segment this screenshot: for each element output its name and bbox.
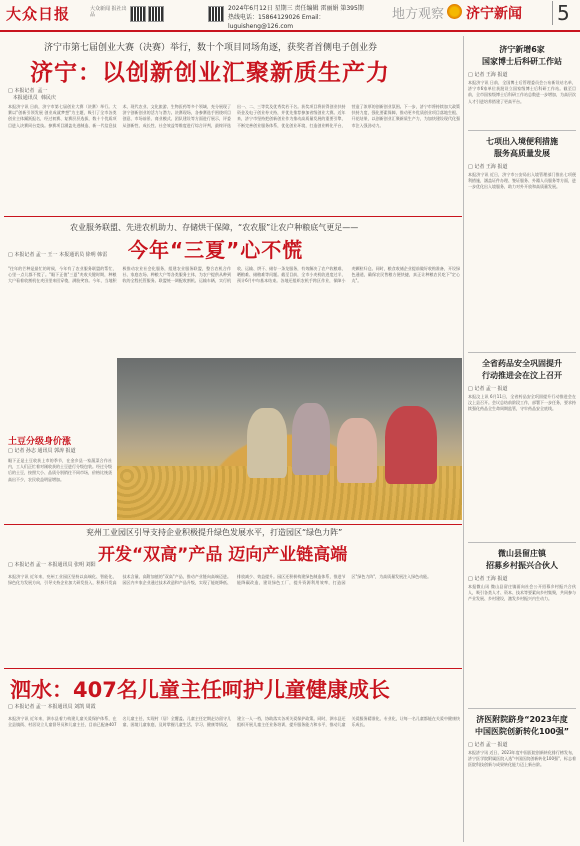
sishui-headline: 泗水：407名儿童主任呵护儿童健康成长 [10, 678, 390, 702]
harvest-photo [117, 358, 462, 520]
sishui-byline: □ 本报记者 孟一 本报通讯员 刘凯 周霞 [8, 704, 96, 710]
sun-logo-icon [447, 4, 462, 19]
brief-headline: 微山县留庄镇 招募乡村振兴合伙人 [486, 549, 558, 570]
section-title-grey: 地方观察 [392, 7, 445, 22]
potato-caption: 土豆分级身价涨 [8, 437, 72, 447]
qr-code-icon [208, 6, 224, 22]
qr-code-icon [148, 6, 164, 22]
page-number: 5 [552, 1, 570, 25]
worker-figure [385, 406, 437, 484]
logo-subtitle: 大众新闻 报社出品 [90, 6, 127, 18]
worker-figure [247, 408, 287, 478]
brief-body: 本报济宁讯 近日，济宁市公安局出入境管理部门推出七项便利措施，涵盖证件办理、签证服务、外籍人员服务等方面，进一步优化出入境服务，助力对外开放和高质量发展。 [468, 172, 576, 190]
potato-body: 眼下正是土豆收获上市的季节，在金乡县一家蔬菜合作社内，工人们正忙着对刚收获的土豆进行分级包装。经过分级后的土豆，按照大小、品质分别销往不同市场，价格比统货高出不少，农民收益明显增加。 [8, 458, 112, 482]
brief-byline: □ 记者 孟一 报道 [468, 742, 508, 748]
industry-kicker: 兖州工业园区引导支持企业积极提升绿色发展水平，打造园区“绿色力阵” [86, 528, 343, 537]
lead-byline: □ 本报记者 孟一 本报通讯员 韩民庆 [8, 88, 56, 101]
brief-byline: □ 记者 王海 报道 [468, 72, 508, 78]
brief-body: 本报济宁讯 近日，2023年度中国医院创新转化排行榜发布，济宁医学院附属医院入选"中国医院创新转化100强"，标志着医院科技创新与成果转化能力迈上新台阶。 [468, 750, 576, 768]
industry-byline: □ 本报记者 孟一 本报通讯员 张明 刘阳 [8, 562, 96, 568]
worker-figure [337, 418, 377, 483]
harvest-byline: □ 本报记者 孟一 王一 本报通讯员 徐明 韩雷 [8, 252, 108, 258]
lead-headline: 济宁：以创新创业汇聚新质生产力 [30, 60, 390, 86]
newspaper-logo: 大众日报 [6, 5, 71, 23]
contact-line: 热线电话：15864129026 Email：luguisheng@126.com [228, 14, 325, 30]
brief-divider [468, 542, 576, 543]
brief-divider [468, 708, 576, 709]
brief-headline: 七项出入境便利措施 服务高质量发展 [486, 137, 558, 158]
brief-byline: □ 记者 王海 报道 [468, 576, 508, 582]
issue-info [228, 4, 388, 31]
industry-body: 本报济宁讯 近年来，兖州工业园区坚持以高端化、智能化、绿色化为发展方向，引导支持企业加大研发投入，积极开发高技术含量、高附加值的"双高"产品，推动产业链向高端迈进。园区内多家企业通过技术改造和产品升级，实现了能耗降低、排放减少、效益提升。园区还积极构建绿色制造体系，推进节能降碳改造，建设绿色工厂，提升资源利用效率，打造园区"绿色力阵"，为高质量发展注入绿色动能。 [8, 574, 432, 586]
brief-divider [468, 130, 576, 131]
column-rule [463, 36, 464, 842]
brief-divider [468, 352, 576, 353]
brief-body: 本报济宁讯 日前，全国博士后管理委员会公布新设站名单，济宁市6家单位获批设立国家级博士后科研工作站。截至目前，全市国家级博士后科研工作站总数进一步增加，为高层次人才引进培养搭建了更高平台。 [468, 80, 576, 104]
date-line: 2024年6月12日 星期三 责任编辑 雷丽娟 第395期 [228, 5, 364, 12]
masthead [0, 0, 580, 32]
harvest-kicker: 农业服务联盟、先进农机助力、存储烘干保障，“农农服”让农户种粮底气更足—— [70, 223, 359, 232]
brief-byline: □ 记者 孟一 报道 [468, 386, 508, 392]
brief-headline: 全省药品安全巩固提升 行动推进会在汶上召开 [482, 359, 562, 380]
lead-body: 本报济宁讯 日前，济宁市第七届创业大赛（决赛）举行。大赛以"创新引领发展 创业成就梦想"为主题，吸引了全市各类创业主体踊跃报名，经过初赛、复赛层层选拔，数十个优质项目进入决赛同台竞技。参赛项目涵盖先进制造、新一代信息技术、现代农业、文化旅游、生物医药等多个领域，充分展现了济宁创新创业的活力与潜力。决赛现场，各参赛选手围绕项目创意、市场前景、商业模式、团队建设等方面进行展示，评委从创新性、成长性、社会效益等维度进行综合评判，最终评选出一、二、三等奖及优秀奖若干名。获奖项目将获得创业扶持资金及电子创业券支持，并优先推荐参加省级创业大赛。近年来，济宁市坚持把创新创业作为推动高质量发展的重要引擎，不断完善创业服务体系，优化创业环境，打造创业孵化平台，营造了浓厚的创新创业氛围。下一步，济宁市将持续加大政策扶持力度，强化要素保障，推动更多优质创业项目落地生根、开花结果，以创新创业汇聚新质生产力，为加快建设现代化强市注入强劲动力。 [8, 104, 460, 128]
section-divider [4, 668, 462, 669]
industry-headline: 开发“双高”产品 迈向产业链高端 [98, 545, 348, 565]
brief-body: 本报汶上讯 6月11日，全省药品安全巩固提升行动推进会在汶上县召开。会议总结前阶段工作，部署下一步任务，要求持续强化药品全生命周期监管，守牢药品安全底线。 [468, 394, 576, 412]
brief-byline: □ 记者 王海 报道 [468, 164, 508, 170]
section-divider [4, 216, 462, 217]
worker-figure [292, 403, 330, 475]
section-divider [4, 524, 462, 525]
brief-headline: 济医附院跻身“2023年度 中国医院创新转化100强” [475, 715, 569, 736]
brief-body: 本报微山讯 微山县留庄镇面向社会公开招募乡村振兴合伙人，吸引各类人才、资本、技术等要素向乡村集聚，共同参与产业发展、乡村建设，激发乡村振兴内生动力。 [468, 584, 576, 602]
harvest-body: "往年的芒种是最忙的时候，今年有了农业服务联盟的帮忙，心里一点儿都不慌了。"眼下正值"三夏"麦收关键时期，种粮大户看着收割机在麦田里来回穿梭，满脸笑容。今年，当地积极推动农业社会化服务，组建农业服务联盟，整合农机合作社、家庭农场、种粮大户等各类服务主体，为农户提供从种到收的全程托管服务。联盟统一调配收割机、运输车辆，实行机收、运输、烘干、储存一条龙服务，有效解决了农户收粮难、晒粮难、储粮难等问题。截至目前，全市小麦机收进度过半，预计6月中旬基本结束。各地还组织农机手跨区作业，保障小麦颗粒归仓。同时，粮食收储企业提前做好收购准备，开设绿色通道，确保农民售粮方便快捷，真正让种粮农民吃下"定心丸"。 [8, 266, 460, 284]
section-title: 济宁新闻 [466, 6, 522, 22]
lead-kicker: 济宁市第七届创业大赛（决赛）举行，数十个项目同场角逐，获奖者首侧电子创业券 [44, 43, 378, 53]
potato-byline: □ 记者 孙志 通讯员 郭涛 报道 [8, 448, 76, 454]
sishui-body: 本报济宁讯 近年来，泗水县着力构建儿童关爱保护体系，在全县镇街、村居设立儿童督导员和儿童主任，目前已配备407名儿童主任，实现村（居）全覆盖。儿童主任定期走访留守儿童、困境儿童家庭，及时掌握儿童生活、学习、健康等情况，建立一人一档，协助落实各项关爱保护政策。同时，泗水县还组织开展儿童主任业务培训，提升服务能力和水平，推动儿童关爱服务精准化、专业化，让每一名儿童都能在关爱中健康快乐成长。 [8, 716, 460, 728]
briefs-sidebar [468, 38, 576, 840]
harvest-headline: 今年“三夏”心不慌 [128, 238, 304, 262]
brief-headline: 济宁新增6家 国家博士后科研工作站 [482, 45, 562, 66]
qr-code-icon [130, 6, 146, 22]
